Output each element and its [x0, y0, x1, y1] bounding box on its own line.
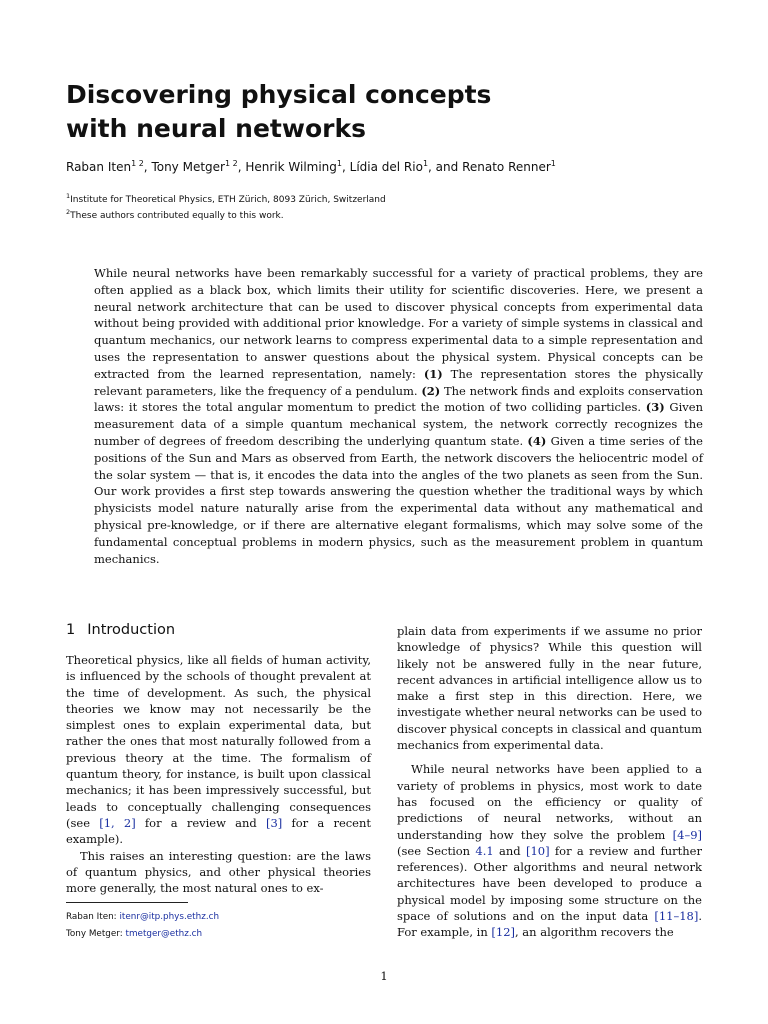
- paragraph-text: and: [493, 843, 526, 858]
- citation-link[interactable]: [12]: [491, 925, 515, 940]
- paragraph-text: While neural networks have been applied to a variety of problems in physics, most work to date has focused on the efficiency or quality of predictions of neural networks, without an understanding how they solve the problem: [397, 762, 702, 842]
- paragraph-text: for a recent example).: [66, 815, 372, 847]
- abstract-text: While neural networks have been remarkably successful for a variety of practical problems, they are often applied as a black box, which limits their utility for scientific discoveries. Here, we present a neural network architecture that can be used to discover physical concepts from experimental data without being provided with additional prior knowledge. For a variety of simple systems in classical and quantum mechanics, our network learns to compress experimental data to a simple representation and uses the representation to answer questions about the physical system. Physical concepts can be extracted from the learned representation, namely:: [94, 266, 703, 381]
- paragraph: [66, 652, 371, 848]
- email-link[interactable]: itenr@itp.phys.ethz.ch: [119, 912, 220, 922]
- abstract: [94, 265, 703, 567]
- citation-link[interactable]: [1, 2]: [99, 815, 136, 830]
- section-number: 1: [66, 622, 76, 638]
- abstract-item-marker: (4): [527, 433, 547, 448]
- author-separator: ,: [143, 160, 152, 174]
- citation-link[interactable]: [4–9]: [672, 827, 702, 842]
- author: Renato Renner: [462, 160, 551, 174]
- author-affil-mark: 1: [336, 159, 342, 168]
- affiliation-mark: 1: [66, 192, 71, 200]
- affiliation-text: Institute for Theoretical Physics, ETH Zürich, 8093 Zürich, Switzerland: [70, 195, 386, 205]
- author-affil-mark: 1 2: [224, 159, 238, 168]
- author: Henrik Wilming: [245, 160, 337, 174]
- citation-link[interactable]: [11–18]: [654, 909, 699, 924]
- paragraph-text: , an algorithm recovers the: [515, 925, 674, 940]
- paragraph-text: Theoretical physics, like all fields of human activity, is influenced by the schools of thought prevalent at the time of development. As such, the physical theories we know may not necessarily be the simplest ones to explain experimental data, but rather the ones that most naturally followed from a previous theory at the time. The formalism of quantum theory, for instance, is built upon classical mechanics; it has been impressively successful, but leads to conceptually challenging consequences (see: [66, 653, 371, 830]
- abstract-item-marker: (1): [423, 366, 443, 381]
- email-link[interactable]: tmetger@ethz.ch: [125, 929, 203, 939]
- affiliation: [66, 194, 706, 207]
- author-separator: , and: [428, 160, 463, 174]
- footnote: [66, 928, 366, 940]
- author-separator: ,: [342, 160, 350, 174]
- paragraph-text: for a review and: [135, 815, 266, 830]
- citation-link[interactable]: [10]: [525, 843, 550, 858]
- paragraph: plain data from experiments if we assume no prior knowledge of physics? While this question will likely not be answered fully in the near future, recent advances in artificial intelligence allow us to make a first step in this direction. Here, we investigate whether neural networks can be used to discover physical concepts in classical and quantum mechanics from experimental data.: [397, 624, 702, 753]
- section-title: Introduction: [87, 622, 176, 638]
- author-affil-mark: 1 2: [131, 159, 144, 168]
- affiliation-text: These authors contributed equally to this work.: [70, 211, 284, 221]
- author: Lídia del Rio: [349, 160, 423, 174]
- paragraph-text: (see Section: [397, 843, 476, 858]
- abstract-text: Given a time series of the positions of the Sun and Mars as observed from Earth, the network discovers the heliocentric model of the solar system — that is, it encodes the data into the angles of the two planets as seen from the Sun. Our work provides a first step towards answering the question whether the traditional ways by which physicists model nature naturally arise from the experimental data without any mathematical and physical pre-knowledge, or if there are alternative elegant formalisms, which may solve some of the fundamental conceptual problems in modern physics, such as the measurement problem in quantum mechanics.: [94, 433, 703, 566]
- footnote-divider: [66, 902, 188, 903]
- paper-title: [66, 78, 706, 146]
- page-number: 1: [380, 969, 388, 983]
- footnote: [66, 911, 366, 923]
- paragraph: This raises an interesting question: are the laws of quantum physics, and other physical theories more generally, the most natural ones to ex-: [66, 848, 371, 896]
- title-line-1: Discovering physical concepts: [66, 80, 492, 109]
- author-list: [66, 158, 726, 176]
- abstract-item-marker: (2): [421, 383, 441, 398]
- paragraph: [397, 761, 702, 940]
- paragraph-text: . For example, in: [397, 909, 702, 940]
- affiliation-mark: 2: [66, 208, 71, 216]
- title-line-2: with neural networks: [66, 114, 366, 143]
- author: Raban Iten: [66, 160, 132, 174]
- abstract-text: The representation stores the physically relevant parameters, like the frequency of a pendulum.: [94, 366, 703, 398]
- affiliation: [66, 210, 706, 223]
- author-affil-mark: 1: [550, 159, 556, 168]
- right-column: [397, 623, 702, 941]
- paragraph-text: for a review and further references). Other algorithms and neural network architectures have been developed to produce a physical model by imposing some structure on the space of solutions and on the input data: [397, 843, 702, 924]
- author-separator: ,: [237, 160, 246, 174]
- abstract-text: The network finds and exploits conservation laws: it stores the total angular momentum to predict the motion of two colliding particles.: [94, 383, 703, 415]
- abstract-item-marker: (3): [645, 400, 665, 415]
- footnote-label: Tony Metger:: [66, 929, 126, 939]
- author: Tony Metger: [151, 160, 225, 174]
- author-affil-mark: 1: [422, 159, 429, 168]
- abstract-text: Given measurement data of a simple quantum mechanical system, the network correctly recognizes the number of degrees of freedom describing the underlying quantum state.: [94, 400, 703, 448]
- footnote-label: Raban Iten:: [66, 912, 120, 922]
- section-heading: [66, 620, 175, 640]
- left-column: [66, 652, 371, 896]
- section-reference-link[interactable]: 4.1: [475, 843, 494, 858]
- citation-link[interactable]: [3]: [266, 815, 283, 830]
